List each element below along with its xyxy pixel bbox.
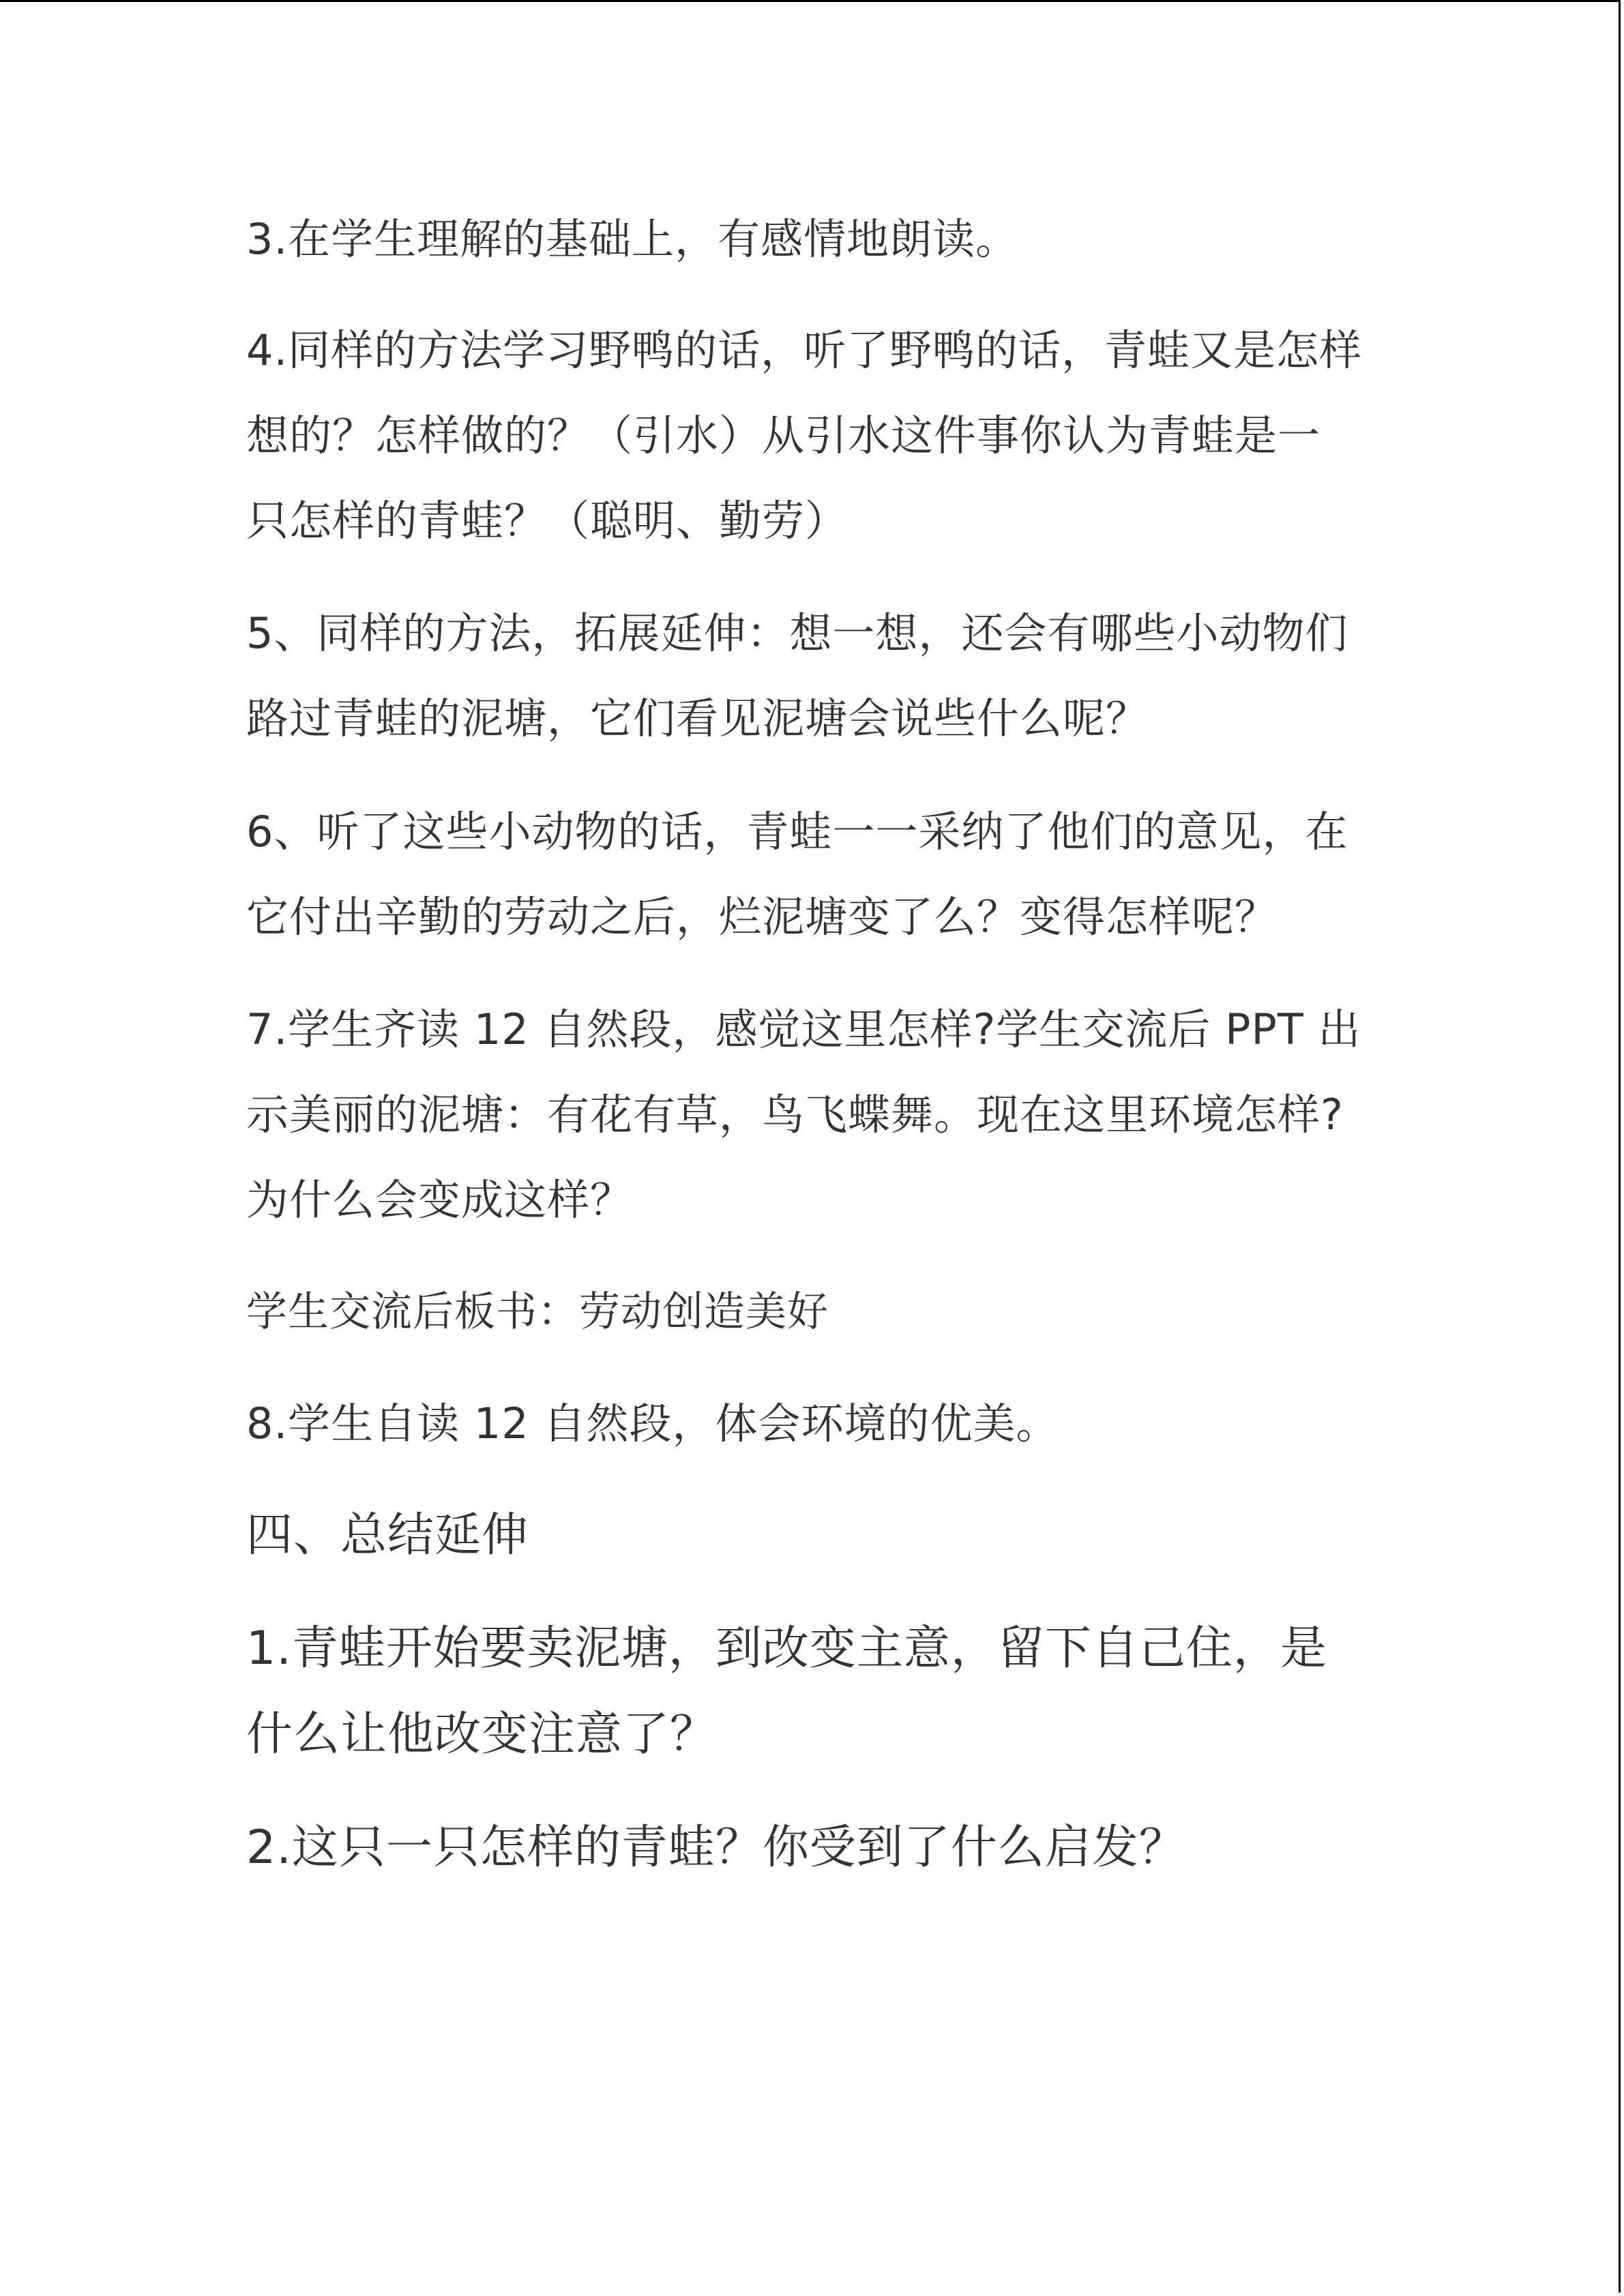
text-line: 只怎样的青蛙？（聪明、勤劳） bbox=[246, 496, 848, 546]
text-line: 3.在学生理解的基础上，有感情地朗读。 bbox=[246, 214, 1019, 264]
text-line: 想的？怎样做的？（引水）从引水这件事你认为青蛙是一 bbox=[246, 411, 1321, 460]
section-heading: 四、总结延伸 bbox=[246, 1508, 529, 1562]
text-line: 学生交流后板书：劳动创造美好 bbox=[246, 1288, 829, 1336]
text-line: 7.学生齐读 12 自然段，感觉这里怎样?学生交流后 PPT 出 bbox=[246, 1004, 1361, 1054]
text-line: 它付出辛勤的劳动之后，烂泥塘变了么？变得怎样呢？ bbox=[246, 892, 1278, 942]
text-line: 路过青蛙的泥塘，它们看见泥塘会说些什么呢？ bbox=[246, 694, 1149, 743]
text-line: 1.青蛙开始要卖泥塘，到改变主意，留下自己住，是 bbox=[246, 1622, 1327, 1675]
text-line: 2.这只一只怎样的青蛙？你受到了什么启发？ bbox=[246, 1821, 1186, 1875]
text-line: 什么让他改变注意了？ bbox=[246, 1708, 718, 1761]
text-line: 5、同样的方法，拓展延伸：想一想，还会有哪些小动物们 bbox=[246, 608, 1348, 658]
text-line: 6、听了这些小动物的话，青蛙一一采纳了他们的意见，在 bbox=[246, 807, 1348, 856]
text-line: 4.同样的方法学习野鸭的话，听了野鸭的话，青蛙又是怎样 bbox=[246, 325, 1363, 375]
text-line: 为什么会变成这样？ bbox=[246, 1175, 634, 1225]
text-line: 8.学生自读 12 自然段，体会环境的优美。 bbox=[246, 1399, 1059, 1448]
text-line: 示美丽的泥塘：有花有草，鸟飞蝶舞。现在这里环境怎样? bbox=[246, 1090, 1344, 1139]
